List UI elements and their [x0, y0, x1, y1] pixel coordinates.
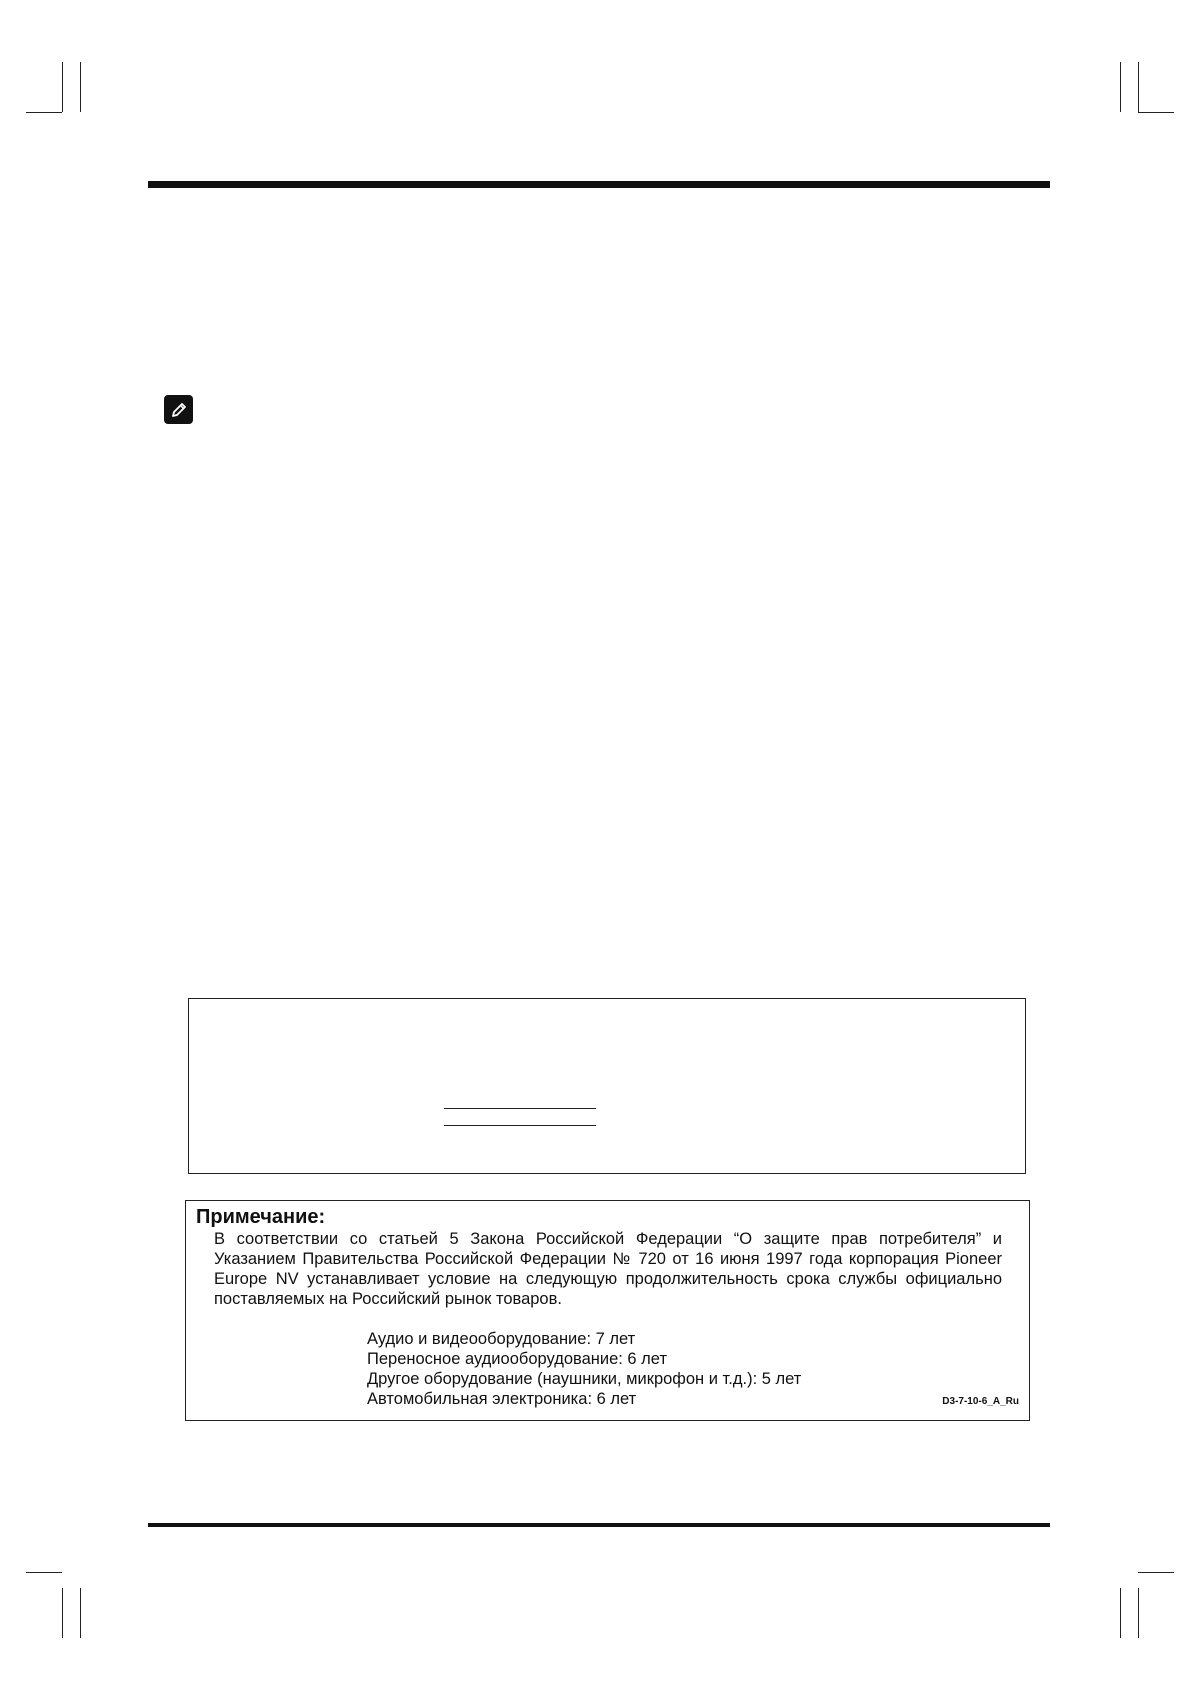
list-item: Переносное аудиооборудование: 6 лет — [367, 1350, 667, 1368]
pencil-note-icon — [164, 395, 193, 424]
service-life-list — [367, 1329, 801, 1409]
blank-form-box — [188, 998, 1026, 1174]
blank-line-1 — [444, 1108, 596, 1109]
service-life-note-box — [185, 1200, 1030, 1421]
list-item: Автомобильная электроника: 6 лет — [367, 1390, 637, 1408]
list-item: Другое оборудование (наушники, микрофон и т.д.): 5 лет — [367, 1370, 802, 1388]
header-rule — [148, 181, 1050, 188]
note-title: Примечание: — [196, 1206, 326, 1228]
blank-line-2 — [444, 1125, 596, 1126]
document-code: D3-7-10-6_A_Ru — [942, 1396, 1019, 1407]
note-body: В соответствии со статьей 5 Закона Российской Федерации “О защите прав потребителя” и Указанием Правительства Российской Федерации № 720 от 16 июня 1997 года корпорация Pioneer Europe NV устанавливает условие на следующую продолжительность срока службы официально поставляемых на Российский рынок товаров. — [214, 1230, 1002, 1308]
footer-rule — [148, 1523, 1050, 1527]
list-item: Аудио и видеооборудование: 7 лет — [367, 1330, 636, 1348]
